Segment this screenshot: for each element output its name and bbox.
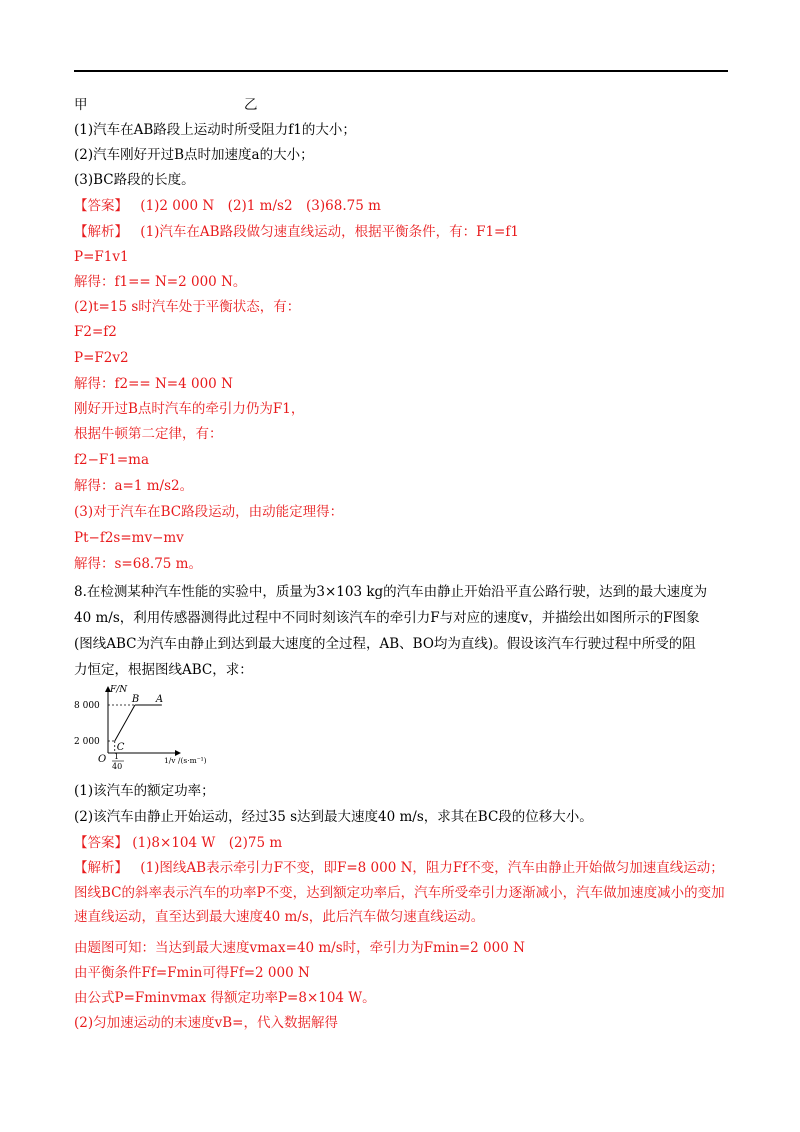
answer-text: (1)8×104 W (2)75 m (132, 835, 283, 851)
q7-line: 解得：s=68.75 m。 (74, 556, 202, 572)
answer-tag: 【答案】 (74, 835, 128, 851)
q7-line: P=F1v1 (74, 249, 129, 265)
q8-answer-line (74, 834, 282, 852)
point-b-label: B (131, 694, 140, 705)
q7-line: P=F2v2 (74, 350, 129, 366)
q7-sub2: (2)汽车刚好开过B点时加速度a的大小； (74, 147, 314, 163)
q7-sub1: (1)汽车在AB路段上运动时所受阻力f1的大小； (74, 122, 356, 138)
analysis-tag: 【解析】 (74, 860, 128, 876)
q8-sub1: (1)该汽车的额定功率； (74, 783, 215, 799)
analysis-tag: 【解析】 (74, 224, 128, 240)
analysis-first: (1)汽车在AB路段做匀速直线运动，根据平衡条件，有：F1=f1 (140, 224, 519, 240)
q7-line: Pt−f2s=mv−mv (74, 530, 184, 546)
q7-line: (2)t=15 s时汽车处于平衡状态，有： (74, 299, 301, 315)
label-jia: 甲 (74, 97, 88, 113)
q7-line: f2−F1=ma (74, 452, 150, 468)
analysis-text: (1)图线AB表示牵引力F不变，即F=8 000 N，阻力Ff不变，汽车由静止开始做匀加速直线运动；图线BC的斜率表示汽车的功率P不变，达到额定功率后，汽车所受牵引力逐渐减小，汽车做加速度减小的变加速直线运动，直至达到最大速度40 m/s，此后汽车做匀速直线运动。 (74, 860, 725, 925)
origin-label: O (98, 754, 107, 765)
q8-line: 由公式P=Fminvmax 得额定功率P=8×104 W。 (74, 990, 376, 1006)
q7-line: F2=f2 (74, 324, 117, 340)
x-axis-label: 1/v /(s·m⁻¹) (164, 756, 207, 765)
q8-sub2: (2)该汽车由静止开始运动，经过35 s达到最大速度40 m/s，求其在BC段的位移大小。 (74, 809, 593, 825)
line-bc (115, 705, 135, 741)
q8-analysis-para (74, 856, 728, 930)
q8-stem-3: (图线ABC为汽车由静止到达到最大速度的全过程，AB、BO均为直线)。假设该汽车行驶过程中所受的阻 (74, 636, 696, 652)
q7-line: 根据牛顿第二定律，有： (74, 426, 223, 442)
q7-line: 刚好开过B点时汽车的牵引力仍为F1， (74, 401, 305, 417)
label-yi: 乙 (244, 97, 258, 113)
q7-sub3: (3)BC路段的长度。 (74, 172, 195, 188)
q7-line: 解得：f1== N=2 000 N。 (74, 274, 247, 290)
q7-analysis-line (74, 223, 519, 241)
force-velocity-graph (72, 683, 207, 771)
q7-line: 解得：f2== N=4 000 N (74, 376, 233, 392)
answer-text: (1)2 000 N (2)1 m/s2 (3)68.75 m (140, 198, 381, 214)
x-tick-denominator: 40 (112, 762, 123, 771)
answer-tag: 【答案】 (74, 198, 128, 214)
point-c-label: C (116, 742, 125, 753)
y-tick-8000: 8 000 (74, 701, 100, 711)
q8-line: 由平衡条件Ff=Fmin可得Ff=2 000 N (74, 965, 310, 981)
q7-line: 解得：a=1 m/s2。 (74, 478, 194, 494)
q7-line: (3)对于汽车在BC路段运动，由动能定理得： (74, 504, 344, 520)
q8-line: 由题图可知：当达到最大速度vmax=40 m/s时，牵引力为Fmin=2 000 N (74, 940, 525, 956)
point-a-label: A (155, 694, 164, 705)
y-axis-label: F/N (110, 685, 128, 695)
q7-answer-line (74, 197, 381, 215)
q8-stem-1: 8.在检测某种汽车性能的实验中，质量为3×103 kg的汽车由静止开始沿平直公路行驶，达到的最大速度为 (74, 584, 708, 600)
y-tick-2000: 2 000 (74, 737, 100, 747)
q8-stem-2: 40 m/s，利用传感器测得此过程中不同时刻该汽车的牵引力F与对应的速度v，并描绘出如图所示的F图象 (74, 610, 700, 626)
q8-stem-4: 力恒定，根据图线ABC，求： (74, 662, 253, 678)
q8-line: (2)匀加速运动的末速度vB=，代入数据解得 (74, 1015, 338, 1031)
x-tick-numerator: 1 (114, 752, 120, 761)
header-rule (74, 70, 728, 72)
